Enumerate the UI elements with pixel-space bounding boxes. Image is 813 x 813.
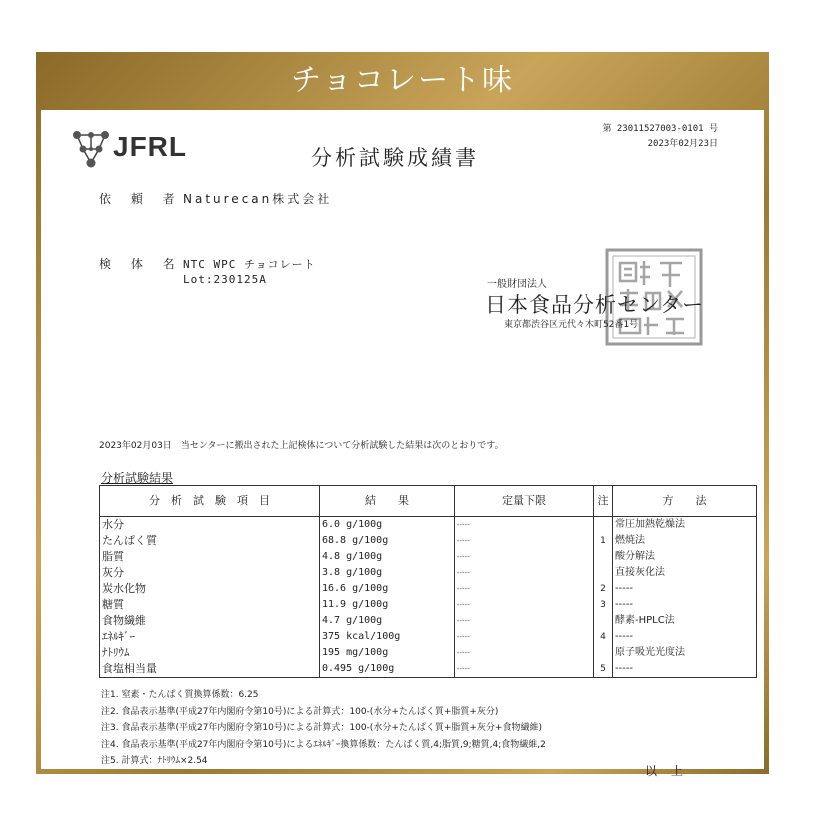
cell-result: 6.0 g/100g [320, 517, 455, 534]
cell-limit: ----- [455, 645, 594, 661]
cell-note: 3 [594, 597, 613, 613]
header-method: 方 法 [613, 486, 757, 517]
cell-item: たんぱく質 [100, 533, 320, 549]
footnote: 注4. 食品表示基準(平成27年内閣府令第10号)によるｴﾈﾙｷﾞｰ換算係数：たんぱく質,4;脂質,9;糖質,4;食物繊維,2 [101, 739, 546, 750]
cell-note [594, 549, 613, 565]
table-row [100, 629, 757, 645]
logo-text: JFRL [113, 131, 187, 162]
footnote: 注2. 食品表示基準(平成27年内閣府令第10号)による計算式：100-(水分+たんぱく質+脂質+灰分) [101, 706, 499, 717]
sample-name: NTC WPC チョコレート [183, 258, 316, 271]
table-row [100, 549, 757, 565]
cell-method: ----- [613, 661, 757, 678]
certificate-document [41, 110, 764, 778]
footnote: 注5. 計算式：ﾅﾄﾘｳﾑ×2.54 [101, 756, 208, 766]
organization-address: 東京都渋谷区元代々木町52番1号 [504, 320, 639, 330]
molecule-icon [69, 125, 113, 171]
cell-limit: ----- [455, 613, 594, 629]
jfrl-logo [69, 125, 219, 171]
cell-result: 0.495 g/100g [320, 661, 455, 678]
cell-limit: ----- [455, 517, 594, 534]
cell-note: 4 [594, 629, 613, 645]
cell-note [594, 565, 613, 581]
cell-method: ----- [613, 581, 757, 597]
closing-mark: 以上 [645, 764, 698, 778]
cell-result: 68.8 g/100g [320, 533, 455, 549]
table-row [100, 645, 757, 661]
cell-method: ----- [613, 629, 757, 645]
header-item: 分 析 試 験 項 目 [100, 486, 320, 517]
cell-result: 375 kcal/100g [320, 629, 455, 645]
cell-result: 195 mg/100g [320, 645, 455, 661]
cell-note: 5 [594, 661, 613, 678]
table-row [100, 581, 757, 597]
table-row [100, 597, 757, 613]
table-row [100, 533, 757, 549]
results-table-header [100, 486, 757, 517]
table-row [100, 613, 757, 629]
cell-method: 燃焼法 [613, 533, 757, 549]
table-row [100, 517, 757, 534]
cell-method: 酸分解法 [613, 549, 757, 565]
table-row [100, 565, 757, 581]
sample-lot: Lot:230125A [183, 273, 267, 286]
gold-frame [36, 52, 769, 778]
cell-item: 脂質 [100, 549, 320, 565]
cell-note: 1 [594, 533, 613, 549]
results-table [99, 485, 757, 678]
cell-result: 4.7 g/100g [320, 613, 455, 629]
test-statement: 2023年02月03日 当センターに搬出された上記検体について分析試験した結果は次のとおりです。 [99, 441, 504, 451]
organization-name: 日本食品分析センター [485, 293, 705, 317]
cell-method: 原子吸光光度法 [613, 645, 757, 661]
document-number-block [602, 122, 718, 152]
cell-limit: ----- [455, 597, 594, 613]
cell-result: 4.8 g/100g [320, 549, 455, 565]
header-result: 結 果 [320, 486, 455, 517]
client-value: Naturecan株式会社 [183, 192, 333, 206]
client-label: 依 頼 者 [99, 192, 183, 206]
cell-item: ﾅﾄﾘｳﾑ [100, 645, 320, 661]
cell-result: 16.6 g/100g [320, 581, 455, 597]
cell-result: 11.9 g/100g [320, 597, 455, 613]
cell-item: 食塩相当量 [100, 661, 320, 678]
header-limit: 定量下限 [455, 486, 594, 517]
document-title: 分析試験成績書 [311, 146, 479, 170]
results-section-title: 分析試験結果 [101, 471, 174, 485]
cell-limit: ----- [455, 549, 594, 565]
banner-title: チョコレート味 [290, 63, 515, 98]
cell-limit: ----- [455, 581, 594, 597]
cell-method: 直接灰化法 [613, 565, 757, 581]
cell-note [594, 517, 613, 534]
header-note: 注 [594, 486, 613, 517]
cell-item: 水分 [100, 517, 320, 534]
table-row [100, 661, 757, 678]
cell-item: 炭水化物 [100, 581, 320, 597]
cell-limit: ----- [455, 629, 594, 645]
cell-item: ｴﾈﾙｷﾞｰ [100, 629, 320, 645]
footnote: 注3. 食品表示基準(平成27年内閣府令第10号)による計算式：100-(水分+たんぱく質+脂質+灰分+食物繊維) [101, 723, 542, 733]
footnote: 注1. 窒素・たんぱく質換算係数：6.25 [101, 690, 259, 700]
document-number: 第 23011527003-0101 号 [602, 124, 718, 134]
cell-limit: ----- [455, 661, 594, 678]
cell-note [594, 613, 613, 629]
cell-item: 灰分 [100, 565, 320, 581]
organization-type: 一般財団法人 [487, 279, 547, 290]
cell-method: ----- [613, 597, 757, 613]
cell-note: 2 [594, 581, 613, 597]
cell-result: 3.8 g/100g [320, 565, 455, 581]
sample-label: 検 体 名 [99, 257, 183, 271]
cell-limit: ----- [455, 565, 594, 581]
cell-item: 糖質 [100, 597, 320, 613]
cell-limit: ----- [455, 533, 594, 549]
results-table-body [100, 517, 757, 678]
cell-method: 常圧加熱乾燥法 [613, 517, 757, 534]
cell-note [594, 645, 613, 661]
cell-method: 酵素-HPLC法 [613, 613, 757, 629]
cell-item: 食物繊維 [100, 613, 320, 629]
document-date: 2023年02月23日 [647, 139, 718, 149]
